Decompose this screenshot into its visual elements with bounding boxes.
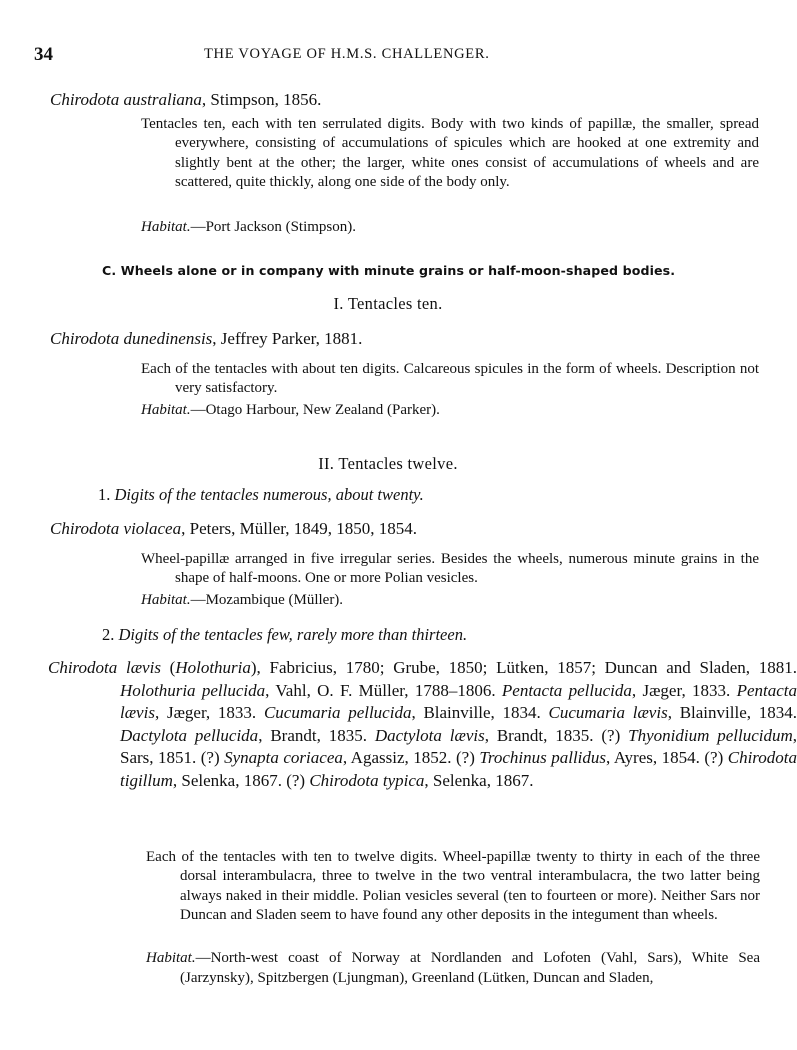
section-heading-tentacles-twelve: II. Tentacles twelve. bbox=[318, 454, 458, 473]
species-name-laevis: Chirodota lævis bbox=[48, 658, 161, 677]
running-title: THE VOYAGE OF H.M.S. CHALLENGER. bbox=[204, 46, 490, 62]
subsection-heading-1 bbox=[98, 485, 728, 505]
subsection-number: 2. bbox=[102, 625, 115, 644]
synonymy-text: , Selenka, 1867. (?) bbox=[172, 770, 310, 790]
synonymy-text: , Ayres, 1854. (?) bbox=[606, 748, 728, 768]
species-description-violacea: Wheel-papillæ arranged in five irregular series. Besides the wheels, numerous minute grains in the shape of half-moons. One or more Polian vesicles. bbox=[141, 551, 759, 587]
habitat-australiana bbox=[141, 218, 725, 237]
synonymy-text: , Blainville, 1834. bbox=[667, 703, 797, 723]
synonym-genus: Holothuria bbox=[175, 658, 251, 677]
synonymy-paragraph-laevis bbox=[48, 657, 797, 793]
habitat-label: Habitat. bbox=[141, 592, 191, 608]
section-c-heading: C. Wheels alone or in company with minute grains or half-moon-shaped bodies. bbox=[102, 263, 676, 278]
habitat-label: Habitat. bbox=[141, 219, 191, 235]
synonymy-text: , Sars, 1851. (?) bbox=[120, 725, 797, 768]
habitat-text: —Otago Harbour, New Zealand (Parker). bbox=[190, 402, 440, 418]
subsection-heading-2 bbox=[102, 625, 732, 645]
running-head bbox=[34, 44, 742, 68]
habitat-text: —North-west coast of Norway at Nordlanden and Lofoten (Vahl, Sars), White Sea (Jarzynsky), Spitzbergen (Ljungman), Greenland (Lütken, Duncan and Sladen, bbox=[180, 950, 760, 986]
habitat-text: —Mozambique (Müller). bbox=[190, 592, 344, 608]
synonym-name: Pentacta lævis bbox=[120, 680, 797, 723]
synonym-name: Dactylota lævis bbox=[374, 725, 485, 745]
synonym-name: Holothuria pellucida bbox=[120, 680, 266, 700]
synonymy-text: , Jæger, 1833. bbox=[154, 703, 264, 723]
habitat-label: Habitat. bbox=[141, 402, 191, 418]
synonym-name: Chirodota typica bbox=[309, 770, 425, 790]
synonym-name: Chirodota tigillum bbox=[120, 748, 797, 790]
species-authority: , Jeffrey Parker, 1881. bbox=[212, 329, 363, 348]
subsection-number: 1. bbox=[98, 485, 111, 504]
species-heading-australiana bbox=[50, 89, 730, 111]
synonym-name: Synapta coriacea bbox=[224, 748, 343, 768]
species-heading-dunedinensis bbox=[50, 328, 730, 350]
synonymy-text: ), Fabricius, 1780; Grube, 1850; Lütken, 1857; Duncan and Sladen, 1881. bbox=[250, 658, 797, 677]
species-description-laevis: Each of the tentacles with ten to twelve digits. Wheel-papillæ twenty to thirty in each of the three dorsal interambulacra, three to twelve in the two ventral interambulacra, the two latter being always naked in their middle. Polian vesicles several (ten to fourteen or more). Neither Sars nor Duncan and Sladen seem to have found any other deposits in the integument than wheels. bbox=[146, 849, 760, 924]
habitat-laevis bbox=[146, 948, 760, 988]
synonymy-text: ( bbox=[160, 658, 176, 677]
species-authority: , Stimpson, 1856. bbox=[201, 90, 322, 109]
section-heading-tentacles-ten: I. Tentacles ten. bbox=[333, 294, 443, 313]
synonym-name: Cucumaria pellucida bbox=[263, 703, 412, 723]
species-name: Chirodota australiana bbox=[50, 90, 202, 109]
habitat-violacea bbox=[141, 591, 725, 610]
synonymy-text: , Blainville, 1834. bbox=[411, 703, 549, 723]
species-heading-violacea bbox=[50, 518, 730, 540]
synonymy-text: , Brandt, 1835. (?) bbox=[484, 725, 629, 745]
habitat-label: Habitat. bbox=[146, 950, 196, 966]
species-name: Chirodota violacea bbox=[50, 519, 182, 538]
synonym-name: Pentacta pellucida bbox=[501, 680, 632, 700]
habitat-dunedinensis bbox=[141, 401, 725, 420]
synonymy-text: , Agassiz, 1852. (?) bbox=[342, 748, 480, 768]
species-name: Chirodota dunedinensis bbox=[50, 329, 213, 348]
page-number: 34 bbox=[34, 44, 53, 65]
synonymy-text: , Jæger, 1833. bbox=[631, 680, 737, 700]
species-description-dunedinensis: Each of the tentacles with about ten digits. Calcareous spicules in the form of wheels. Description not very satisfactory. bbox=[141, 361, 759, 397]
synonymy-text: , Brandt, 1835. bbox=[258, 725, 375, 745]
synonymy-text: , Selenka, 1867. bbox=[424, 770, 534, 790]
synonym-name: Trochinus pallidus bbox=[479, 748, 607, 768]
synonym-name: Dactylota pellucida bbox=[120, 725, 259, 745]
synonymy-text: , Vahl, O. F. Müller, 1788–1806. bbox=[265, 680, 502, 700]
habitat-text: —Port Jackson (Stimpson). bbox=[190, 219, 357, 235]
species-authority: , Peters, Müller, 1849, 1850, 1854. bbox=[181, 519, 417, 538]
synonym-name: Cucumaria lævis bbox=[548, 703, 668, 723]
subsection-text: Digits of the tentacles few, rarely more than thirteen. bbox=[118, 625, 468, 644]
synonym-name: Thyonidium pellucidum bbox=[628, 725, 793, 745]
subsection-text: Digits of the tentacles numerous, about twenty. bbox=[114, 485, 424, 504]
species-description-australiana: Tentacles ten, each with ten serrulated digits. Body with two kinds of papillæ, the smaller, spread everywhere, consisting of accumulations of spicules which are hooked at one extremity and slightly bent at the other; the larger, white ones consist of accumulations of wheels and are scattered, quite thickly, along one side of the body only. bbox=[141, 116, 759, 191]
